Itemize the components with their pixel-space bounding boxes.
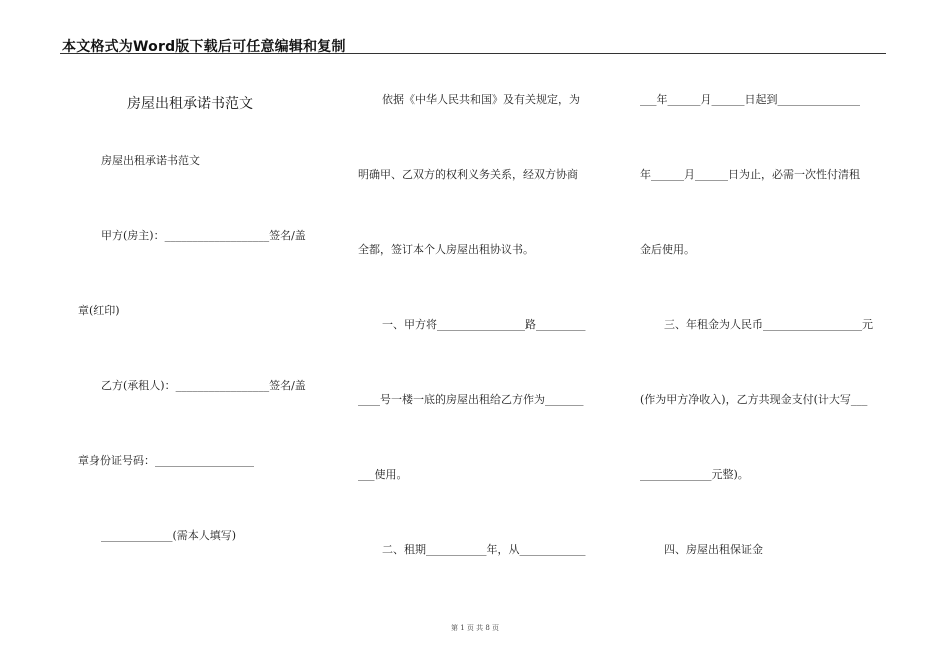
header-divider: [60, 53, 886, 54]
text-line: _____________(需本人填写): [101, 529, 237, 542]
text-line: _____________元整)。: [640, 468, 749, 481]
text-line: 依据《中华人民共和国》及有关规定，为: [382, 93, 580, 106]
page-number: 第 1 页 共 8 页: [450, 624, 500, 632]
text-line: 乙方(承租人)：_________________签名/盖: [101, 379, 306, 392]
document-header: 本文格式为Word版下载后可任意编辑和复制: [62, 39, 346, 55]
text-line: (作为甲方净收入)，乙方共现金支付(计大写___: [640, 393, 868, 406]
text-line: 二、租期___________年，从____________: [382, 543, 586, 556]
text-line: 三、年租金为人民币__________________元: [664, 318, 873, 331]
text-line: 年______月______日为止，必需一次性付清租: [640, 168, 860, 181]
text-line: ___年______月______日起到_______________: [640, 93, 860, 106]
text-line: 章身份证号码：__________________: [78, 454, 254, 467]
text-line: ___使用。: [358, 468, 408, 481]
document-title: 房屋出租承诺书范文: [127, 96, 253, 112]
text-line: ____号一楼一底的房屋出租给乙方作为_______: [358, 393, 584, 406]
text-line: 全都，签订本个人房屋出租协议书。: [358, 243, 534, 256]
text-line: 章(红印): [78, 304, 120, 317]
text-line: 房屋出租承诺书范文: [101, 154, 200, 167]
text-line: 甲方(房主)：___________________签名/盖: [101, 229, 306, 242]
text-line: 四、房屋出租保证金: [664, 543, 763, 556]
text-line: 明确甲、乙双方的权利义务关系，经双方协商: [358, 168, 578, 181]
text-line: 一、甲方将________________路_________: [382, 318, 586, 331]
text-line: 金后使用。: [640, 243, 695, 256]
